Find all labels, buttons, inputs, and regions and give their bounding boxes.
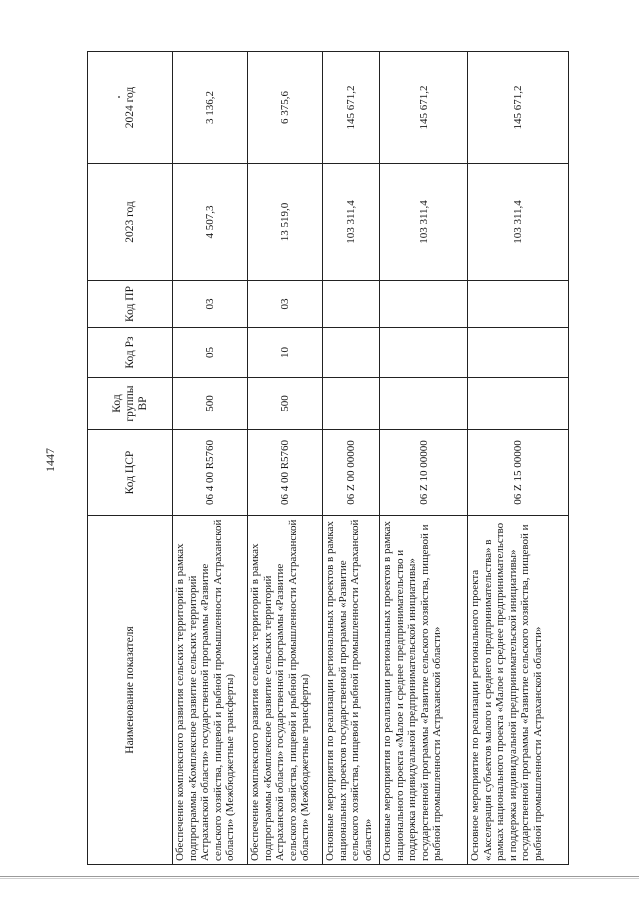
page-number: 1447: [43, 448, 57, 472]
rotated-table-container: [87, 52, 619, 865]
row-pr: [323, 281, 380, 328]
budget-table: [87, 51, 569, 865]
header-vr: Код группы ВР: [88, 378, 173, 430]
row-csr: 06 4 00 R5760: [173, 430, 248, 516]
row-name: Основные мероприятия по реализации региональных проектов в рамках национального проекта «Малое и среднее предпринимательство и поддержка индивидуальной предпринимательской инициативы» государственной программы «Развитие сельского хозяйства, пищевой и рыбной промышленности Астраханской области»: [380, 516, 468, 865]
header-2023: 2023 год: [88, 164, 173, 281]
row-2024: 145 671,2: [468, 52, 569, 164]
row-rz: 10: [248, 328, 323, 378]
row-2023: 4 507,3: [173, 164, 248, 281]
row-rz: 05: [173, 328, 248, 378]
row-csr: 06 Z 00 00000: [323, 430, 380, 516]
table-header-row: [88, 52, 173, 865]
header-csr: Код ЦСР: [88, 430, 173, 516]
row-2024: 3 136,2: [173, 52, 248, 164]
row-rz: [323, 328, 380, 378]
row-rz: [380, 328, 468, 378]
row-name: Обеспечение комплексного развития сельских территорий в рамках подпрограммы «Комплексное развитие сельских территорий Астраханской области» государственной программы «Развитие сельского хозяйства, пищевой и рыбной промышленности Астраханской области» (Межбюджетные трансферты): [173, 516, 248, 865]
row-pr: 03: [173, 281, 248, 328]
row-2023: 103 311,4: [380, 164, 468, 281]
row-vr: [323, 378, 380, 430]
header-pr: Код ПР: [88, 281, 173, 328]
header-rz: Код Рз: [88, 328, 173, 378]
row-2024: 6 375,6: [248, 52, 323, 164]
scan-edge-shadow: [0, 878, 639, 879]
row-2024: 145 671,2: [323, 52, 380, 164]
row-pr: [380, 281, 468, 328]
row-2023: 103 311,4: [468, 164, 569, 281]
row-vr: [468, 378, 569, 430]
row-2023: 103 311,4: [323, 164, 380, 281]
row-rz: [468, 328, 569, 378]
row-2024: 145 671,2: [380, 52, 468, 164]
table-row: [468, 52, 569, 865]
row-2023: 13 519,0: [248, 164, 323, 281]
row-vr: 500: [173, 378, 248, 430]
row-name: Основное мероприятие по реализации регионального проекта «Акселерация субъектов малого и среднего предпринимательства» в рамках национального проекта «Малое и среднее предпринимательство и поддержка индивидуальной предпринимательской инициативы» государственной программы «Развитие сельского хозяйства, пищевой и рыбной промышленности Астраханской области»: [468, 516, 569, 865]
table-row: [323, 52, 380, 865]
table-row: [173, 52, 248, 865]
row-vr: 500: [248, 378, 323, 430]
table-row: [380, 52, 468, 865]
row-vr: [380, 378, 468, 430]
row-pr: [468, 281, 569, 328]
row-name: Основные мероприятия по реализации региональных проектов в рамках национальных проектов государственной программы «Развитие сельского хозяйства, пищевой и рыбной промышленности Астраханской области»: [323, 516, 380, 865]
row-name: Обеспечение комплексного развития сельских территорий в рамках подпрограммы «Комплексное развитие сельских территорий Астраханской области» государственной программы «Развитие сельского хозяйства, пищевой и рыбной промышленности Астраханской области» (Межбюджетные трансферты): [248, 516, 323, 865]
header-name: Наименование показателя: [88, 516, 173, 865]
scan-edge-line: [0, 876, 639, 877]
row-csr: 06 Z 10 00000: [380, 430, 468, 516]
row-csr: 06 Z 15 00000: [468, 430, 569, 516]
row-csr: 06 4 00 R5760: [248, 430, 323, 516]
header-2024: 2024 год: [88, 52, 173, 164]
table-row: [248, 52, 323, 865]
row-pr: 03: [248, 281, 323, 328]
